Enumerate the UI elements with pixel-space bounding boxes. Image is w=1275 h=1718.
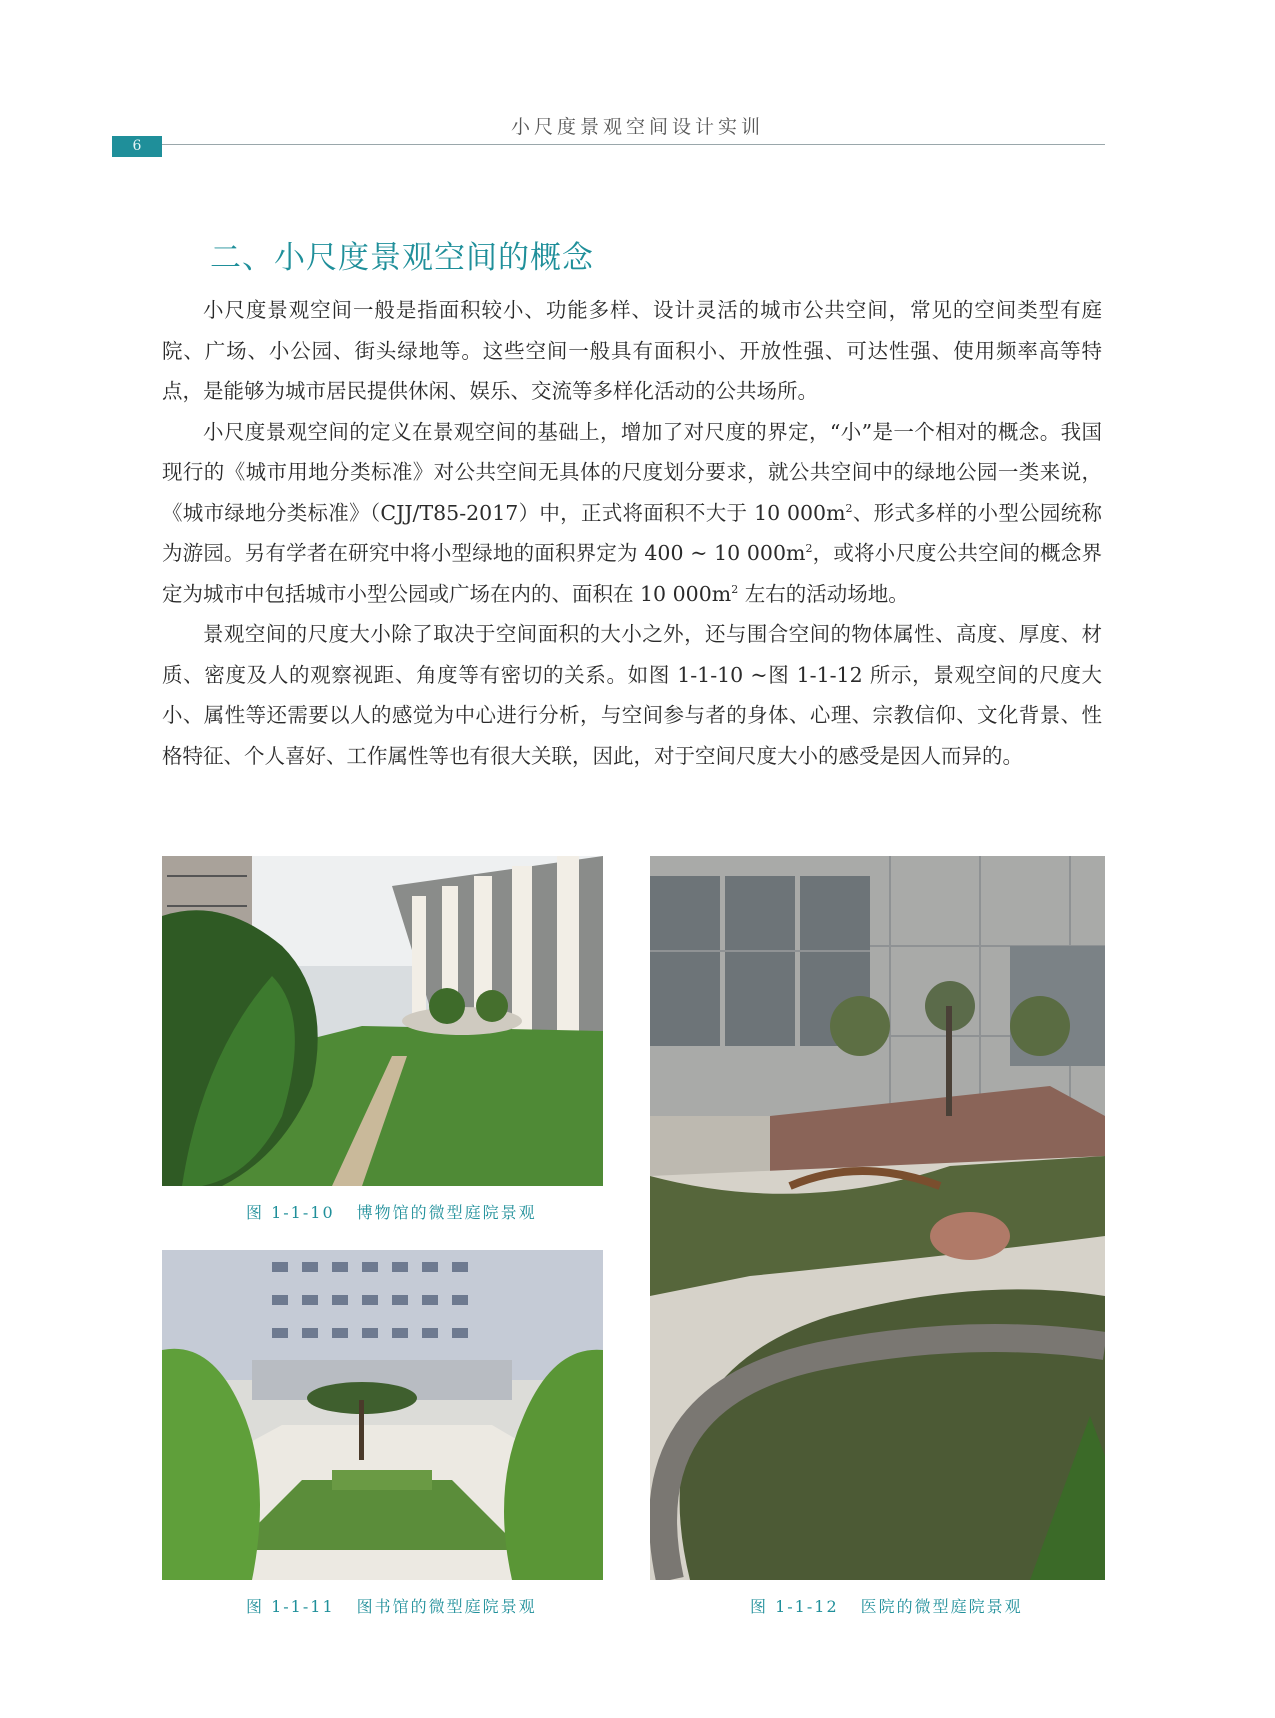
page-number: 6 [112, 136, 162, 157]
figure-1-1-11-photo [162, 1250, 603, 1580]
figure-1-1-12-caption [750, 1594, 1045, 1617]
figure-1-1-12-number: 图 1-1-12 [750, 1597, 839, 1616]
paragraph-2-part-d: 左右的活动场地。 [738, 581, 909, 606]
body-text [162, 290, 1102, 776]
paragraph-2-part-b: 、形式多样的小型公园统称为游园。另有学者在研究中将小型绿地的面积界定为 400 ~ 10 000m [162, 500, 1102, 565]
paragraph-2-part-a: 小尺度景观空间的定义在景观空间的基础上，增加了对尺度的界定，“小”是一个相对的概念。我国现行的《城市用地分类标准》对公共空间无具体的尺度划分要求，就公共空间中的绿地公园一类来说，《城市绿地分类标准》（CJJ/T85-2017）中，正式将面积不大于 10 000m [162, 419, 1102, 525]
superscript-2: 2 [845, 501, 853, 515]
section-heading: 二、小尺度景观空间的概念 [210, 240, 594, 276]
figure-1-1-11-title: 图书馆的微型庭院景观 [356, 1597, 537, 1616]
figure-1-1-12-title: 医院的微型庭院景观 [860, 1597, 1023, 1616]
figure-1-1-10-number: 图 1-1-10 [246, 1203, 335, 1222]
header-rule [160, 144, 1105, 145]
figure-1-1-10-caption [246, 1200, 559, 1223]
superscript-2: 2 [805, 542, 813, 556]
figure-1-1-10-photo [162, 856, 603, 1186]
superscript-2: 2 [731, 582, 739, 596]
figure-1-1-11-caption [246, 1594, 559, 1617]
figure-1-1-10-title: 博物馆的微型庭院景观 [356, 1203, 537, 1222]
paragraph-2 [162, 412, 1102, 615]
paragraph-1: 小尺度景观空间一般是指面积较小、功能多样、设计灵活的城市公共空间，常见的空间类型有庭院、广场、小公园、街头绿地等。这些空间一般具有面积小、开放性强、可达性强、使用频率高等特点，是能够为城市居民提供休闲、娱乐、交流等多样化活动的公共场所。 [162, 298, 1102, 403]
paragraph-2-part-c: ，或将小尺度公共空间的概念界定为城市中包括城市小型公园或广场在内的、面积在 10 000m [162, 541, 1103, 606]
figure-1-1-11-number: 图 1-1-11 [246, 1597, 335, 1616]
running-title: 小尺度景观空间设计实训 [510, 116, 764, 138]
paragraph-3: 景观空间的尺度大小除了取决于空间面积的大小之外，还与围合空间的物体属性、高度、厚度、材质、密度及人的观察视距、角度等有密切的关系。如图 1-1-10 ~图 1-1-12 所示，景观空间的尺度大小、属性等还需要以人的感觉为中心进行分析，与空间参与者的身体、心理、宗教信仰、文化背景、性格特征、个人喜好、工作属性等也有很大关联，因此，对于空间尺度大小的感受是因人而异的。 [162, 622, 1102, 768]
figure-1-1-12-photo [650, 856, 1105, 1580]
